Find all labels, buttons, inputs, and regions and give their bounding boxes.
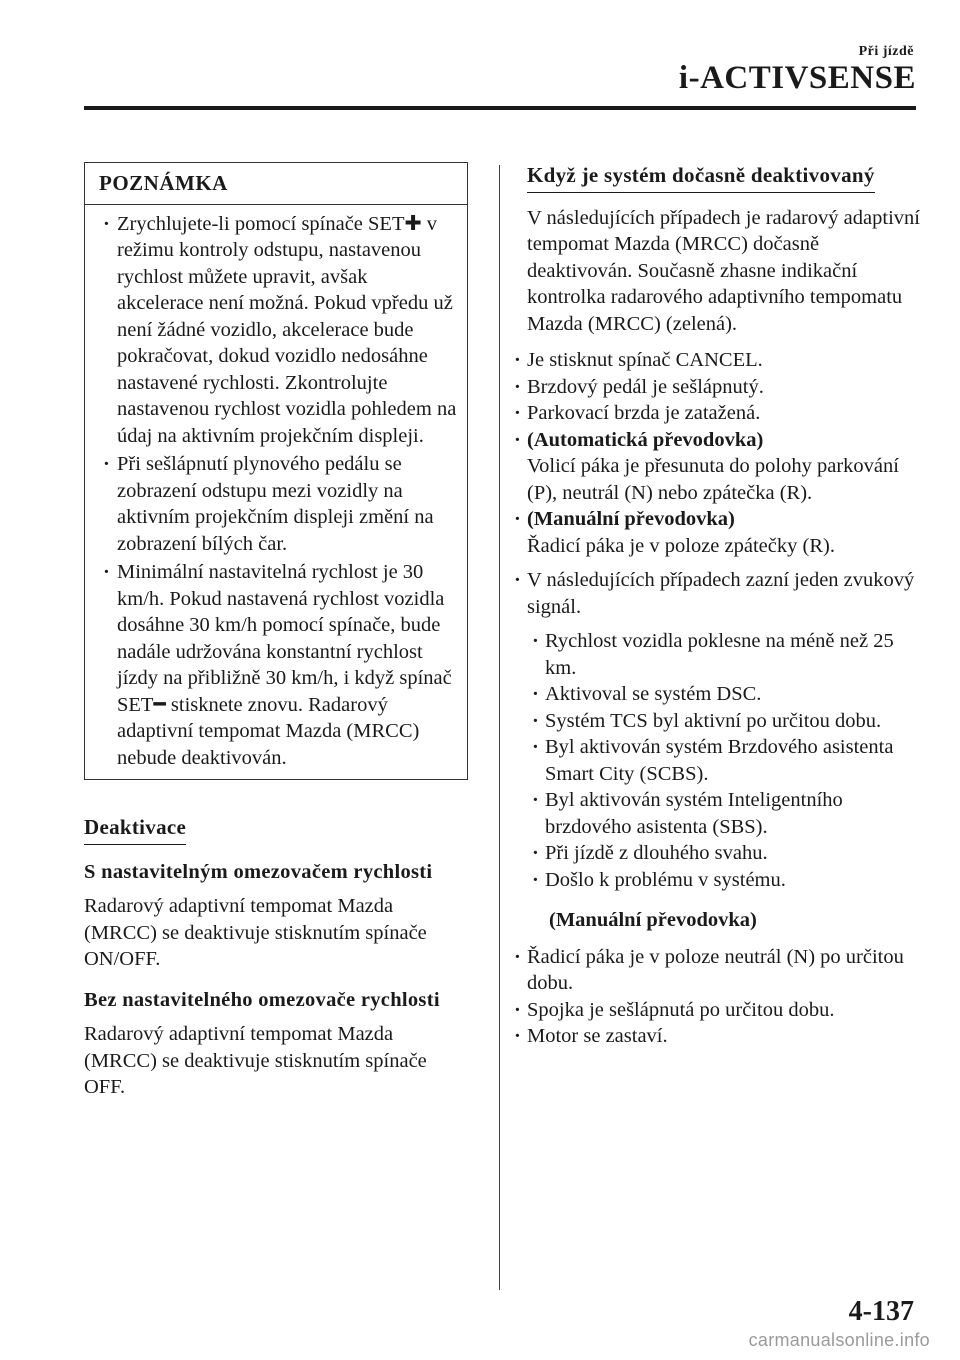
note-item: · Zrychlujete-li pomocí spínače SET✚ v režimu kontroly odstupu, nastavenou rychlost můžete upravit, avšak akcelerace není možná. Pokud vpředu už není žádné vozidlo, akcelerace bude pokračovat, dokud vozidlo nedosáhne nastavené rychlosti. Zkontrolujte nastavenou rychlost vozidla pohledem na údaj na aktivním projekčním displeji. xyxy=(117,211,459,450)
beep-item: · Aktivoval se systém DSC. xyxy=(545,681,922,708)
manual2-item: · Motor se zastaví. xyxy=(527,1023,922,1050)
paragraph-with-limiter: Radarový adaptivní tempomat Mazda (MRCC) se deaktivuje stisknutím spínače ON/OFF. xyxy=(84,895,427,970)
beep-item: · Rychlost vozidla poklesne na méně než 25 km. xyxy=(532,630,894,679)
note-list xyxy=(85,211,467,772)
list-item-beep xyxy=(527,567,922,893)
auto-text: Volicí páka je přesunuta do polohy parkování (P), neutrál (N) nebo zpátečka (R). xyxy=(527,455,899,504)
manual2-item: · Řadicí páka je v poloze neutrál (N) po určitou dobu. xyxy=(527,944,922,997)
manual-label: · (Manuální převodovka) xyxy=(527,508,735,530)
column-divider xyxy=(499,165,500,1290)
note-item: · Při sešlápnutí plynového pedálu se zobrazení odstupu mezi vozidly na aktivním projekčním displeji změní na zobrazení bílých čar. xyxy=(117,451,459,557)
temporary-intro: V následujících případech je radarový adaptivní tempomat Mazda (MRCC) dočasně deaktivován. Současně zhasne indikační kontrolka radarového adaptivního tempomatu Mazda (MRCC) (zelená). xyxy=(527,206,920,335)
list-item: · Je stisknut spínač CANCEL. xyxy=(527,347,922,374)
bullet-dot: · xyxy=(532,709,539,732)
watermark: carmanualsonline.info xyxy=(748,1330,930,1350)
page-title: i-ACTIVSENSE xyxy=(678,60,916,96)
list-item-auto xyxy=(527,427,922,507)
manual2-list xyxy=(527,944,922,1050)
bullet-dot: · xyxy=(532,789,539,811)
note-title: POZNÁMKA xyxy=(85,163,467,205)
header-section: Při jízdě xyxy=(858,44,914,59)
bullet-dot: · xyxy=(532,683,539,705)
beep-item: · Došlo k problému v systému. xyxy=(545,867,922,894)
manual2-label: (Manuální převodovka) xyxy=(549,909,757,931)
manual-text: Řadicí páka je v poloze zpátečky (R). xyxy=(527,534,835,557)
list-item: · Parkovací brzda je zatažená. xyxy=(527,400,922,427)
header-rule xyxy=(84,106,916,110)
left-column xyxy=(84,162,470,1101)
temporary-heading: Když je systém dočasně deaktivovaný xyxy=(527,162,875,193)
bullet-dot: · xyxy=(532,736,539,758)
beep-intro: · V následujících případech zazní jeden zvukový signál. xyxy=(527,569,915,618)
temporary-list xyxy=(527,347,922,893)
beep-item: · Při jízdě z dlouhého svahu. xyxy=(545,840,922,867)
bullet-dot: · xyxy=(532,842,539,864)
beep-item: · Byl aktivován systém Inteligentního brzdového asistenta (SBS). xyxy=(532,789,843,838)
manual2-item: · Spojka je sešlápnutá po určitou dobu. xyxy=(527,997,922,1024)
beep-list xyxy=(527,628,922,893)
beep-item: · Systém TCS byl aktivní po určitou dobu. xyxy=(545,708,922,735)
right-column xyxy=(527,162,922,1050)
subheading-without-limiter: Bez nastavitelného omezovače rychlosti xyxy=(84,988,440,1011)
deactivation-heading: Deaktivace xyxy=(84,814,186,845)
list-item: · Brzdový pedál je sešlápnutý. xyxy=(527,374,922,401)
page-number: 4-137 xyxy=(848,1296,914,1327)
bullet-dot: · xyxy=(532,630,539,652)
bullet-dot: · xyxy=(532,868,539,891)
list-item-manual xyxy=(527,506,922,559)
note-box xyxy=(84,162,468,780)
beep-item: · Byl aktivován systém Brzdového asistenta Smart City (SCBS). xyxy=(532,736,894,785)
note-item: · Minimální nastavitelná rychlost je 30 km/h. Pokud nastavená rychlost vozidla dosáhne 30 km/h pomocí spínače, bude nadále udržována konstantní rychlost jízdy na přibližně 30 km/h, i když spínač SET━ stisknete znovu. Radarový adaptivní tempomat Mazda (MRCC) nebude deaktivován. xyxy=(117,559,459,771)
auto-label: · (Automatická převodovka) xyxy=(527,428,764,451)
paragraph-without-limiter: Radarový adaptivní tempomat Mazda (MRCC) se deaktivuje stisknutím spínače OFF. xyxy=(84,1023,427,1098)
subheading-with-limiter: S nastavitelným omezovačem rychlosti xyxy=(84,860,433,883)
